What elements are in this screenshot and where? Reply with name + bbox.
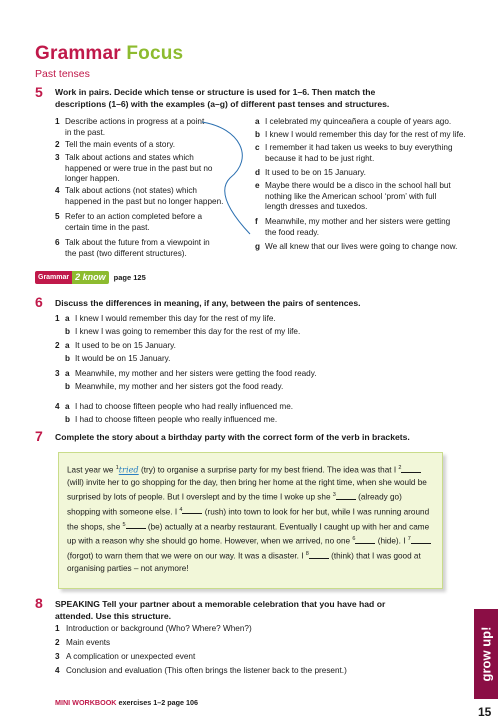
badge-grammar: Grammar (35, 271, 72, 284)
example-line: Maybe there would be a disco in the school hall but (265, 181, 451, 190)
example-line: nothing like the American school ‘prom’ with full (265, 191, 437, 201)
pair-sentence-b: Meanwhile, my mother and her sisters got the food ready. (75, 382, 284, 391)
pair-number: 2 (55, 341, 60, 350)
pair-sentence-a: I knew I would remember this day for the rest of my life. (75, 314, 276, 323)
exercise-8-instruction: SPEAKING Tell your partner about a memorable celebration that you have had or attended. Use this structure. (55, 599, 386, 621)
page-number: 15 (478, 705, 492, 719)
structure-item-text: Conclusion and evaluation (This often brings the listener back to the present.) (66, 666, 347, 675)
structure-item-text: Main events (66, 638, 111, 647)
example-letter: d (255, 168, 261, 177)
pair-number: 3 (55, 369, 60, 378)
description-line: Refer to an action completed before a (65, 212, 202, 221)
unit-sidebar-tab (474, 609, 498, 699)
example-line: Meanwhile, my mother and her sisters were getting (265, 217, 451, 226)
example-letter: f (255, 217, 258, 226)
description-number: 1 (55, 117, 60, 126)
description-line: Describe actions in progress at a point (65, 117, 205, 126)
pair-number: 4 (55, 402, 60, 411)
pair-letter-a: a (65, 369, 70, 378)
example-letter: e (255, 181, 260, 190)
description-line: the past (two different structures). (65, 248, 187, 258)
badge-2-know: 2 know (72, 271, 109, 284)
pair-letter-a: a (65, 402, 70, 411)
pair-sentence-a: It used to be on 15 January. (75, 341, 176, 350)
description-line: happened in the past but no longer happen. (65, 196, 224, 206)
description-number: 2 (55, 140, 60, 149)
gap-7[interactable] (411, 535, 431, 544)
description-line: Talk about actions and states which (65, 153, 194, 162)
example-letter: a (255, 117, 260, 126)
example-text (265, 117, 451, 128)
exercise-6-instruction: Discuss the differences in meaning, if any, between the pairs of sentences. (55, 298, 361, 308)
example-answer: tried (118, 464, 139, 475)
example-letter: b (255, 130, 261, 139)
description-line: Tell the main events of a story. (65, 140, 175, 149)
example-line: It used to be on 15 January. (265, 168, 366, 177)
description-line: happened or were true in the past but no (65, 163, 213, 173)
pair-sentence-b: I knew I was going to remember this day for the rest of my life. (75, 327, 301, 336)
structure-item-text: Introduction or background (Who? Where? When?) (66, 624, 252, 633)
example-line: the food ready. (265, 227, 320, 237)
title-focus: Focus (126, 43, 184, 64)
description-line: certain time in the past. (65, 222, 150, 232)
example-line: I remember it had taken us weeks to buy everything (265, 143, 453, 152)
example-text (265, 143, 453, 164)
structure-item-number: 4 (55, 666, 60, 675)
description-number: 3 (55, 153, 60, 162)
description-number: 4 (55, 186, 60, 195)
example-line: I knew I would remember this day for the rest of my life. (265, 130, 466, 139)
structure-item-text: A complication or unexpected event (66, 652, 196, 661)
example-text (265, 130, 466, 141)
page-title (35, 43, 183, 65)
pair-letter-b: b (65, 382, 71, 391)
gap-2[interactable] (401, 464, 421, 473)
gap-3[interactable] (336, 491, 356, 500)
pair-letter-a: a (65, 341, 70, 350)
example-line: We all knew that our lives were going to change now. (265, 242, 458, 251)
pair-letter-a: a (65, 314, 70, 323)
exercise-8-number: 8 (35, 595, 43, 611)
example-line: length dresses and tuxedos. (265, 202, 368, 212)
example-line: because it had to be just right. (265, 153, 375, 163)
pair-letter-b: b (65, 354, 71, 363)
exercise-5-instruction: Work in pairs. Decide which tense or structure is used for 1–6. Then match the descriptions (1–6) with the examples (a–g) of different past tenses and structures. (55, 87, 390, 109)
pair-sentence-b: I had to choose fifteen people who really influenced me. (75, 415, 278, 424)
description-text (65, 212, 202, 233)
title-grammar: Grammar (35, 43, 121, 64)
description-number: 6 (55, 238, 60, 247)
pair-letter-b: b (65, 415, 71, 424)
description-line: in the past. (65, 127, 106, 137)
structure-item-number: 3 (55, 652, 60, 661)
grammar-2-know-badge[interactable] (35, 271, 146, 284)
matching-line-icon (200, 118, 260, 238)
structure-item-number: 2 (55, 638, 60, 647)
example-text (265, 168, 366, 179)
description-text (65, 153, 212, 185)
pair-letter-b: b (65, 327, 71, 336)
sidebar-label: grow up! (478, 626, 494, 682)
pair-sentence-b: It would be on 15 January. (75, 354, 171, 363)
gap-8[interactable] (309, 550, 329, 559)
story-text: Last year we $^1$tried (try) to organise a surprise party for my best friend. The idea was that I $^2$ (will) invite her to go shopping for the day, then bring her home at the right time, when she would be surprised by lots of people. But I overslept and by the time I woke up she $^3$ (already go) shopping with someone else. I $^4$ (rush) into town to look for her but, while I was running around the shops, she $^5$ (be) actually at a nearby restaurant. Eventually I caught up with her and came up with a reason why she should go home. However, when we arrived, no one $^6$ (hide). I $^7$ (forgot) to warn them that we were on our way. It was a disaster. I $^8$ (think) that I was good at organising parties – not anymore! (67, 464, 430, 574)
description-number: 5 (55, 212, 60, 221)
description-text (65, 117, 204, 138)
exercise-6-number: 6 (35, 294, 43, 310)
gap-5[interactable] (126, 520, 146, 529)
description-line: Talk about the future from a viewpoint in (65, 238, 210, 247)
example-text (265, 242, 457, 253)
mini-workbook-ref[interactable]: MINI WORKBOOK exercises 1–2 page 106 (55, 698, 199, 707)
section-subtitle: Past tenses (35, 68, 90, 80)
pair-sentence-a: Meanwhile, my mother and her sisters were getting the food ready. (75, 369, 317, 378)
pair-number: 1 (55, 314, 60, 323)
exercise-7-instruction: Complete the story about a birthday party with the correct form of the verb in brackets. (55, 432, 410, 442)
exercise-5-number: 5 (35, 84, 43, 100)
example-letter: c (255, 143, 260, 152)
gap-4[interactable] (182, 505, 202, 514)
story-box (58, 452, 443, 589)
example-letter: g (255, 242, 261, 251)
structure-item-number: 1 (55, 624, 60, 633)
description-line: longer happen. (65, 174, 120, 184)
exercise-7-number: 7 (35, 428, 43, 444)
badge-page-ref: page 125 (113, 273, 146, 282)
pair-sentence-a: I had to choose fifteen people who had really influenced me. (75, 402, 294, 411)
example-line: I celebrated my quinceañera a couple of years ago. (265, 117, 452, 126)
description-text (65, 140, 175, 151)
gap-6[interactable] (355, 535, 375, 544)
description-line: Talk about actions (not states) which (65, 186, 197, 195)
example-text (265, 181, 451, 213)
example-text (265, 217, 450, 238)
description-text (65, 238, 210, 259)
